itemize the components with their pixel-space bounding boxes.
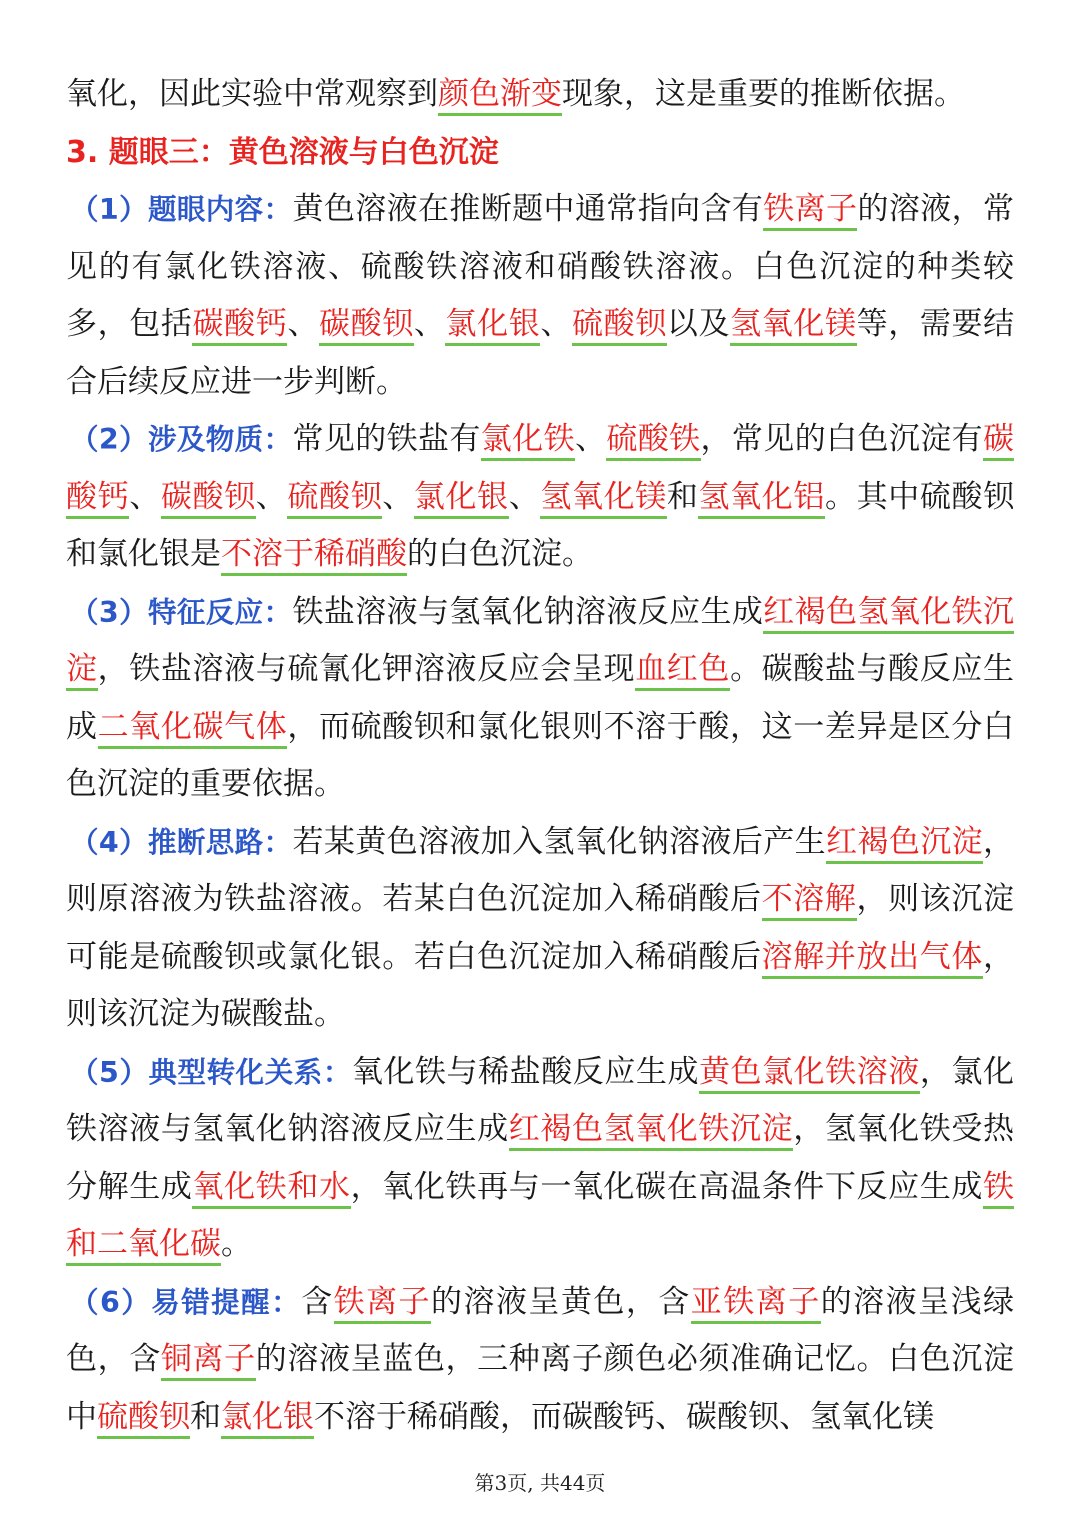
highlighted-term: 氯化银 — [221, 1399, 314, 1439]
body-text: ，而硫酸钡和氯化银则不溶于酸，这一差异是区分白色沉淀的重要依据。 — [66, 708, 1015, 802]
body-text: ，氯化铁溶液与氢氧化钠溶液反应生成 — [66, 1053, 1015, 1147]
body-text: 。 — [221, 1226, 252, 1262]
body-text: 常见的铁盐有 — [292, 421, 481, 457]
section-heading: 3. 题眼三：黄色溶液与白色沉淀 — [66, 134, 499, 170]
body-text: 、 — [508, 478, 541, 515]
body-text: ，氢氧化铁受热分解生成 — [66, 1111, 1015, 1205]
body-text: 等，需要结合后续反应进一步判断。 — [66, 306, 1015, 400]
highlighted-term: 血红色 — [635, 651, 730, 691]
body-text: 现象，这是重要的推断依据。 — [562, 76, 965, 112]
body-text: ，常见的白色沉淀有 — [700, 421, 984, 457]
body-text: 。其中硫酸钡和氯化银是 — [66, 478, 1015, 572]
highlighted-term: 颜色渐变 — [438, 76, 562, 116]
highlighted-term: 二氧化碳气体 — [98, 709, 288, 749]
highlighted-term: 黄色氯化铁溶液 — [699, 1054, 920, 1094]
body-text: ，铁盐溶液与硫氰化钾溶液反应会呈现 — [97, 651, 636, 687]
highlighted-term: 铜离子 — [161, 1341, 256, 1381]
item-label: （5）典型转化关系： — [70, 1055, 352, 1089]
item-paragraph — [66, 411, 1014, 584]
highlighted-term: 铁离子 — [334, 1284, 431, 1324]
highlighted-term: 不溶于稀硝酸 — [221, 536, 407, 576]
body-text: 。碳酸盐与酸反应生成 — [66, 651, 1015, 745]
item-paragraph — [66, 1274, 1014, 1447]
body-text: 黄色溶液在推断题中通常指向含有 — [292, 191, 764, 227]
item-paragraph — [66, 584, 1014, 814]
body-text: 、 — [287, 306, 319, 342]
body-text: ，则该沉淀为碳酸盐。 — [66, 938, 1015, 1032]
body-text: 铁盐溶液与氢氧化钠溶液反应生成 — [292, 593, 764, 630]
highlighted-term: 氢氧化镁 — [730, 306, 856, 346]
body-text: 不溶于稀硝酸，而碳酸钙、碳酸钡、氢氧化镁 — [314, 1398, 934, 1435]
highlighted-term: 碳酸钡 — [319, 306, 414, 346]
highlighted-term: 氯化银 — [414, 479, 509, 519]
item-list — [66, 181, 1014, 1446]
highlighted-term: 红褐色氢氧化铁沉淀 — [509, 1111, 794, 1151]
highlighted-term: 碳酸钙 — [66, 421, 1014, 519]
highlighted-term: 红褐色氢氧化铁沉淀 — [66, 594, 1014, 692]
intro-paragraph — [66, 66, 1014, 124]
body-text: ，则原溶液为铁盐溶液。若某白色沉淀加入稀硝酸后 — [66, 823, 1015, 917]
body-text: 若某黄色溶液加入氢氧化钠溶液后产生 — [292, 823, 827, 860]
page-footer: 第3页, 共44页 — [474, 1471, 606, 1495]
body-text: 氧化，因此实验中常观察到 — [66, 76, 438, 112]
body-text: 和 — [666, 478, 699, 515]
highlighted-term: 不溶解 — [762, 881, 857, 921]
highlighted-term: 碳酸钡 — [161, 479, 256, 519]
item-paragraph — [66, 1044, 1014, 1274]
item-label: （6）易错提醒： — [70, 1285, 302, 1319]
body-text: 、 — [413, 306, 446, 342]
body-text: 的溶液呈蓝色，三种离子颜色必须准确记忆。白色沉淀中 — [66, 1341, 1015, 1435]
body-text: 、 — [540, 306, 572, 342]
body-text: ，氧化铁再与一氧化碳在高温条件下反应生成 — [350, 1168, 984, 1205]
item-paragraph — [66, 814, 1014, 1044]
body-text: ，则该沉淀可能是硫酸钡或氯化银。若白色沉淀加入稀硝酸后 — [66, 881, 1015, 975]
highlighted-term: 氢氧化铝 — [698, 479, 824, 519]
body-text: 含 — [301, 1283, 334, 1320]
highlighted-term: 硫酸钡 — [97, 1399, 190, 1439]
body-text: 的溶液呈黄色，含 — [431, 1283, 691, 1320]
body-text: 、 — [574, 421, 607, 457]
highlighted-term: 碳酸钙 — [192, 306, 287, 346]
item-label: （1）题眼内容： — [70, 193, 293, 226]
highlighted-term: 氧化铁和水 — [192, 1169, 350, 1209]
highlighted-term: 溶解并放出气体 — [762, 939, 983, 979]
body-text: 的溶液，常见的有氯化铁溶液、硫酸铁溶液和硝酸铁溶液。白色沉淀的种类较多，包括 — [66, 191, 1015, 342]
highlighted-term: 亚铁离子 — [691, 1284, 821, 1324]
highlighted-term: 硫酸钡 — [572, 306, 667, 346]
body-text: 的溶液呈浅绿色，含 — [66, 1283, 1015, 1377]
highlighted-term: 氢氧化镁 — [540, 479, 666, 519]
body-text: 、 — [382, 478, 414, 515]
highlighted-term: 铁离子 — [763, 191, 857, 231]
body-text: 以及 — [666, 306, 731, 342]
highlighted-term: 硫酸铁 — [606, 421, 700, 461]
body-text: 、 — [129, 478, 161, 515]
highlighted-term: 氯化铁 — [481, 421, 575, 461]
item-label: （3）特征反应： — [70, 595, 293, 629]
body-text: 和 — [190, 1398, 221, 1435]
body-text: 、 — [255, 478, 288, 515]
highlighted-term: 氯化银 — [445, 306, 540, 346]
page-content — [66, 66, 1014, 1446]
highlighted-term: 红褐色沉淀 — [826, 824, 983, 864]
item-label: （4）推断思路： — [70, 825, 293, 859]
body-text: 的白色沉淀。 — [407, 536, 593, 572]
item-label: （2）涉及物质： — [70, 423, 293, 456]
item-paragraph — [66, 181, 1014, 411]
body-text: 氧化铁与稀盐酸反应生成 — [351, 1053, 699, 1090]
highlighted-term: 硫酸钡 — [287, 479, 382, 519]
highlighted-term: 铁和二氧化碳 — [66, 1169, 1014, 1267]
